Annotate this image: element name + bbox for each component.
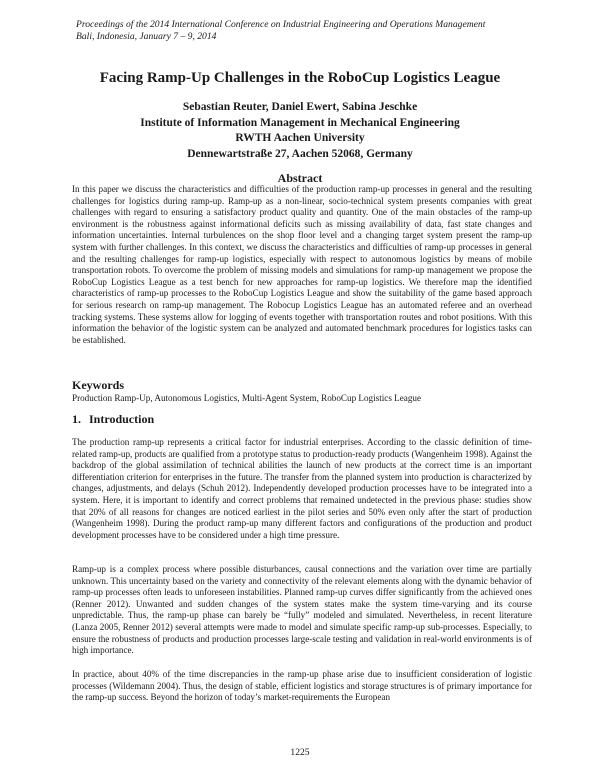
keywords-heading: Keywords (72, 378, 124, 392)
author-institute: Institute of Information Management in Mechanical Engineering (140, 116, 460, 129)
author-block (40, 100, 560, 162)
abstract-heading: Abstract (277, 171, 323, 185)
running-header (76, 19, 546, 43)
section-title: Introduction (89, 412, 155, 426)
author-university: RWTH Aachen University (235, 132, 365, 144)
author-address: Dennewartstraße 27, Aachen 52068, Germany (187, 147, 413, 160)
paper-title: Facing Ramp-Up Challenges in the RoboCup Logistics League (99, 70, 501, 86)
author-names: Sebastian Reuter, Daniel Ewert, Sabina Jeschke (182, 101, 418, 113)
intro-paragraph-3: In practice, about 40% of the time discrepancies in the ramp-up phase arise due to insufficient consideration of logistic processes (Wildemann 2004). Thus, the design of stable, efficient logistics and storage structures is of primary importance for the ramp-up success. Beyond the horizon of today’s market-requirements the European (72, 669, 532, 703)
section-number: 1. (72, 412, 81, 426)
header-line-1: Proceedings of the 2014 International Conference on Industrial Engineering and Operations Management (76, 19, 486, 30)
page-number: 1225 (290, 747, 310, 758)
header-line-2: Bali, Indonesia, January 7 – 9, 2014 (76, 31, 217, 42)
keywords-text: Production Ramp-Up, Autonomous Logistics, Multi-Agent System, RoboCup Logistics League (72, 393, 422, 403)
abstract-text: In this paper we discuss the characteristics and difficulties of the production ramp-up processes in general and the resulting challenges for logistics during ramp-up. Ramp-up as a non-linear, socio-technical system presents companies with great challenges with regard to ensuring a satisfactory product quality and quantity. One of the main obstacles of the ramp-up environment is the robustness against informational deficits such as missing availability of data, fast state changes and information uncertainties. Internal turbulences on the shop floor level and a changing target system present the ramp-up system with further challenges. In this context, we discuss the characteristics and difficulties of ramp-up processes in general and the resulting challenges for ramp-up logistics, especially with respect to autonomous logistics by means of mobile transportation robots. To overcome the problem of missing models and simulations for ramp-up management we propose the RoboCup Logistics League as a test bench for new approaches for ramp-up logistics. We therefore map the identified characteristics of ramp-up processes to the RoboCup Logistics League and show the suitability of the game based approach for serious research on ramp-up management. The Robocup Logistics League has an automated referee and an overhead tracking systems. These systems allow for logging of events together with transportation routes and robot positions. With this information the behavior of the logistic system can be analyzed and automated benchmark procedures for logistics tasks can be established. (72, 184, 532, 345)
intro-paragraph-1: The production ramp-up represents a critical factor for industrial enterprises. According to the classic definition of time-related ramp-up, products are qualified from a prototype status to production-ready products (Wangenheim 1998). Against the backdrop of the global assimilation of technical abilities the launch of new products at the correct time is an important differentiation criterion for enterprises in the future. The transfer from the planned system into production is characterized by changes, adjustments, and delays (Schuh 2012). Independently developed production processes have to be integrated into a system. Here, it is important to identify and correct problems that remained undetected in the previous phase: studies show that 20% of all reasons for changes are noticed earliest in the pilot series and 50% even only after the start of production (Wangenheim 1998). During the product ramp-up many different factors and configurations of the production and product development processes have to be considered under a high time pressure. (72, 437, 532, 540)
section-heading-introduction (72, 412, 154, 427)
intro-paragraph-2: Ramp-up is a complex process where possible disturbances, causal connections and the variation over time are partially unknown. This uncertainty based on the variety and connectivity of the relevant elements along with the dynamic behavior of ramp-up processes often leads to unforeseen instabilities. Planned ramp-up curves differ significantly from the achieved ones (Renner 2012). Unwanted and sudden changes of the system states make the system time-varying and its course unpredictable. Thus, the ramp-up phase can barely be “fully” modeled and simulated. Nevertheless, in recent literature (Lanza 2005, Renner 2012) several attempts were made to model and simulate specific ramp-up sub-processes. Especially, to ensure the robustness of products and production processes large-scale testing and validation in real-world environments is of high importance. (72, 564, 532, 656)
